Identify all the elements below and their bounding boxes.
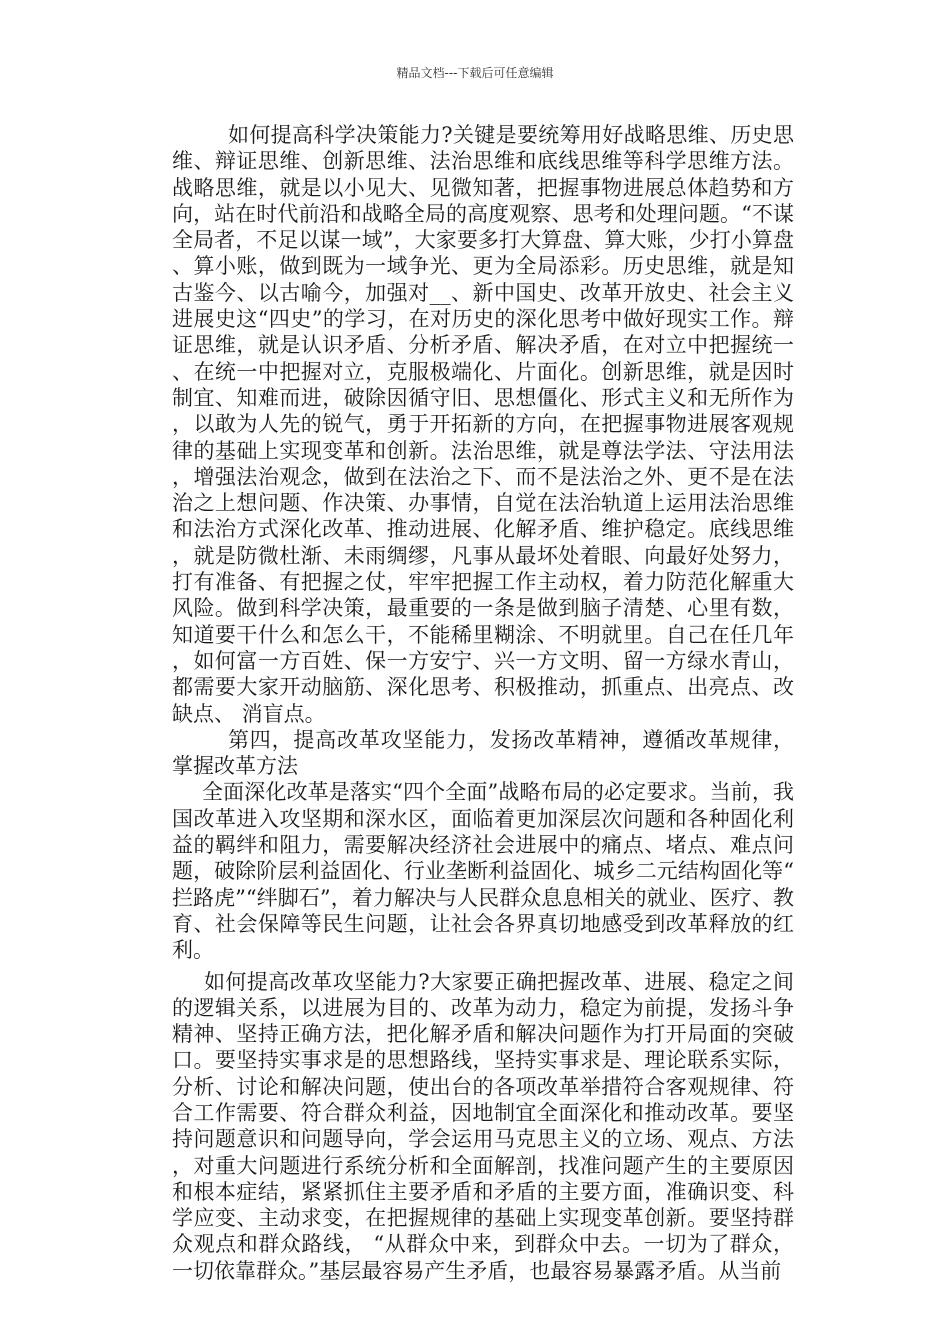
document-body xyxy=(172,122,794,1284)
page-header: 精品文档---下载后可任意编辑 xyxy=(396,66,554,80)
paragraph-reform-capability: 如何提高改革攻坚能力?大家要正确把握改革、进展、稳定之间的逻辑关系，以进展为目的、改革为动力，稳定为前提，发扬斗争精神、坚持正确方法，把化解矛盾和解决问题作为打开局面的突破口。要坚持实事求是的思想路线，坚持实事求是、理论联系实际，分析、讨论和解决问题，使出台的各项改革举措符合客观规律、符合工作需要、符合群众利益，因地制宜全面深化和推动改革。要坚持问题意识和问题导向，学会运用马克思主义的立场、观点、方法，对重大问题进行系统分析和全面解剖，找准问题产生的主要原因和根本症结，紧紧抓住主要矛盾和矛盾的主要方面，准确识变、科学应变、主动求变，在把握规律的基础上实现变革创新。要坚持群众观点和群众路线， “从群众中来，到群众中去。一切为了群众，一切依靠群众。”基层最容易产生矛盾，也最容易暴露矛盾。从当前 xyxy=(172,969,794,1283)
paragraph-section-four-heading: 第四，提高改革攻坚能力，发扬改革精神，遵循改革规律，掌握改革方法 xyxy=(172,727,794,779)
paragraph-scientific-decision: 如何提高科学决策能力?关键是要统筹用好战略思维、历史思维、辩证思维、创新思维、法治思维和底线思维等科学思维方法。战略思维，就是以小见大、见微知著，把握事物进展总体趋势和方向，站在时代前沿和战略全局的高度观察、思考和处理问题。“不谋全局者，不足以谋一域”，大家要多打大算盘、算大账，少打小算盘、算小账，做到既为一域争光、更为全局添彩。历史思维，就是知古鉴今、以古喻今，加强对__、新中国史、改革开放史、社会主义进展史这“四史”的学习，在对历史的深化思考中做好现实工作。辩证思维，就是认识矛盾、分析矛盾、解决矛盾，在对立中把握统一、在统一中把握对立，克服极端化、片面化。创新思维，就是因时制宜、知难而进，破除因循守旧、思想僵化、形式主义和无所作为，以敢为人先的锐气，勇于开拓新的方向，在把握事物进展客观规律的基础上实现变革和创新。法治思维，就是尊法学法、守法用法，增强法治观念，做到在法治之下、而不是法治之外、更不是在法治之上想问题、作决策、办事情，自觉在法治轨道上运用法治思维和法治方式深化改革、推动进展、化解矛盾、维护稳定。底线思维，就是防微杜渐、未雨绸缪，凡事从最坏处着眼、向最好处努力，打有准备、有把握之仗，牢牢把握工作主动权，着力防范化解重大风险。做到科学决策，最重要的一条是做到脑子清楚、心里有数，知道要干什么和怎么干，不能稀里糊涂、不明就里。自己在任几年，如何富一方百姓、保一方安宁、兴一方文明、留一方绿水青山，都需要大家开动脑筋、深化思考、积极推动，抓重点、出亮点、改缺点、 消盲点。 xyxy=(172,123,794,726)
paragraph-deepening-reform: 全面深化改革是落实“四个全面”战略布局的必定要求。当前，我国改革进入攻坚期和深水区，面临着更加深层次问题和各种固化利益的羁绊和阻力，需要解决经济社会进展中的痛点、堵点、难点问题，破除阶层利益固化、行业垄断利益固化、城乡二元结构固化等“拦路虎”“绊脚石”，着力解决与人民群众息息相关的就业、医疗、教育、社会保障等民生问题，让社会各界真切地感受到改革释放的红利。 xyxy=(172,780,794,963)
